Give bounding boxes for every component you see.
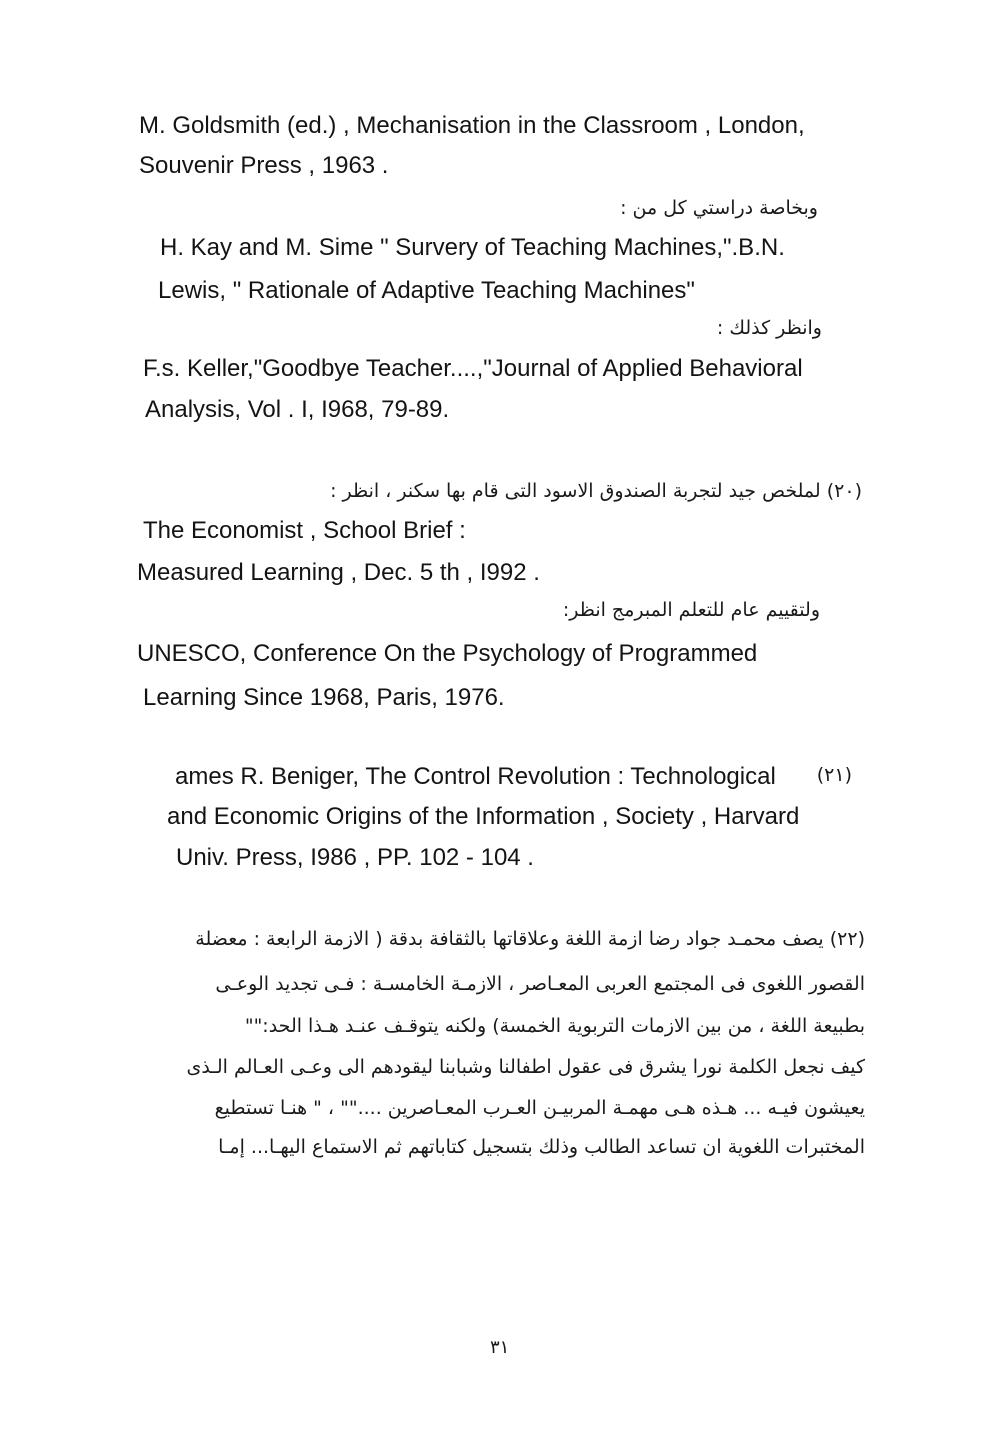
footnote-22-line-4: كيف نجعل الكلمة نورا يشرق فى عقول اطفالنا وشبابنا ليقودهم الى وعـى العـالم الـذى [186,1056,865,1078]
citation-unesco-line-1: UNESCO, Conference On the Psychology of Programmed [137,640,758,667]
citation-goldsmith-line-2: Souvenir Press , 1963 . [139,152,389,179]
arabic-note-see-also: وانظر كذلك : [716,317,822,339]
citation-economist-line-2: Measured Learning , Dec. 5 th , I992 . [137,559,540,586]
citation-kay-line-1: H. Kay and M. Sime " Survery of Teaching Machines,".B.N. [160,234,785,261]
footnote-22-line-1: (٢٢) يصف محمـد جواد رضا ازمة اللغة وعلاقاتها بالثقافة بدقة ( الازمة الرابعة : معضلة [195,928,865,950]
citation-beniger-line-1: ames R. Beniger, The Control Revolution : Technological [175,763,776,790]
footnote-22-line-3: بطبيعة اللغة ، من بين الازمات التربوية الخمسة) ولكنه يتوقـف عنـد هـذا الحد:"" [244,1015,865,1037]
citation-keller-line-1: F.s. Keller,"Goodbye Teacher....,"Journal of Applied Behavioral [143,355,803,382]
citation-beniger-line-3: Univ. Press, I986 , PP. 102 - 104 . [176,844,534,871]
footnote-21-number: (٢١) [816,764,852,786]
citation-kay-line-2: Lewis, " Rationale of Adaptive Teaching Machines" [158,277,695,304]
arabic-note-evaluation: ولتقييم عام للتعلم المبرمج انظر: [562,599,820,621]
page-number: ٣١ [490,1337,510,1358]
citation-keller-line-2: Analysis, Vol . I, I968, 79-89. [145,396,450,423]
footnote-20-arabic: (٢٠) لملخص جيد لتجربة الصندوق الاسود التى قام بها سكنر ، انظر : [330,480,862,502]
footnote-22-line-2: القصور اللغوى فى المجتمع العربى المعـاصر ، الازمـة الخامسـة : فـى تجديد الوعـى [215,973,865,995]
citation-unesco-line-2: Learning Since 1968, Paris, 1976. [143,684,505,711]
citation-goldsmith-line-1: M. Goldsmith (ed.) , Mechanisation in the Classroom , London, [139,112,805,139]
arabic-note-specially: وبخاصة دراستي كل من : [620,197,818,219]
citation-beniger-line-2: and Economic Origins of the Information , Society , Harvard [167,803,800,830]
footnote-22-line-6: المختبرات اللغوية ان تساعد الطالب وذلك بتسجيل كتاباتهم ثم الاستماع اليهـا... إمـا [218,1136,865,1158]
footnote-22-line-5: يعيشون فيـه ... هـذه هـى مهمـة المربيـن العـرب المعـاصرين ...."" ، " هنـا تستطيع [214,1097,865,1119]
citation-economist-line-1: The Economist , School Brief : [143,517,466,544]
